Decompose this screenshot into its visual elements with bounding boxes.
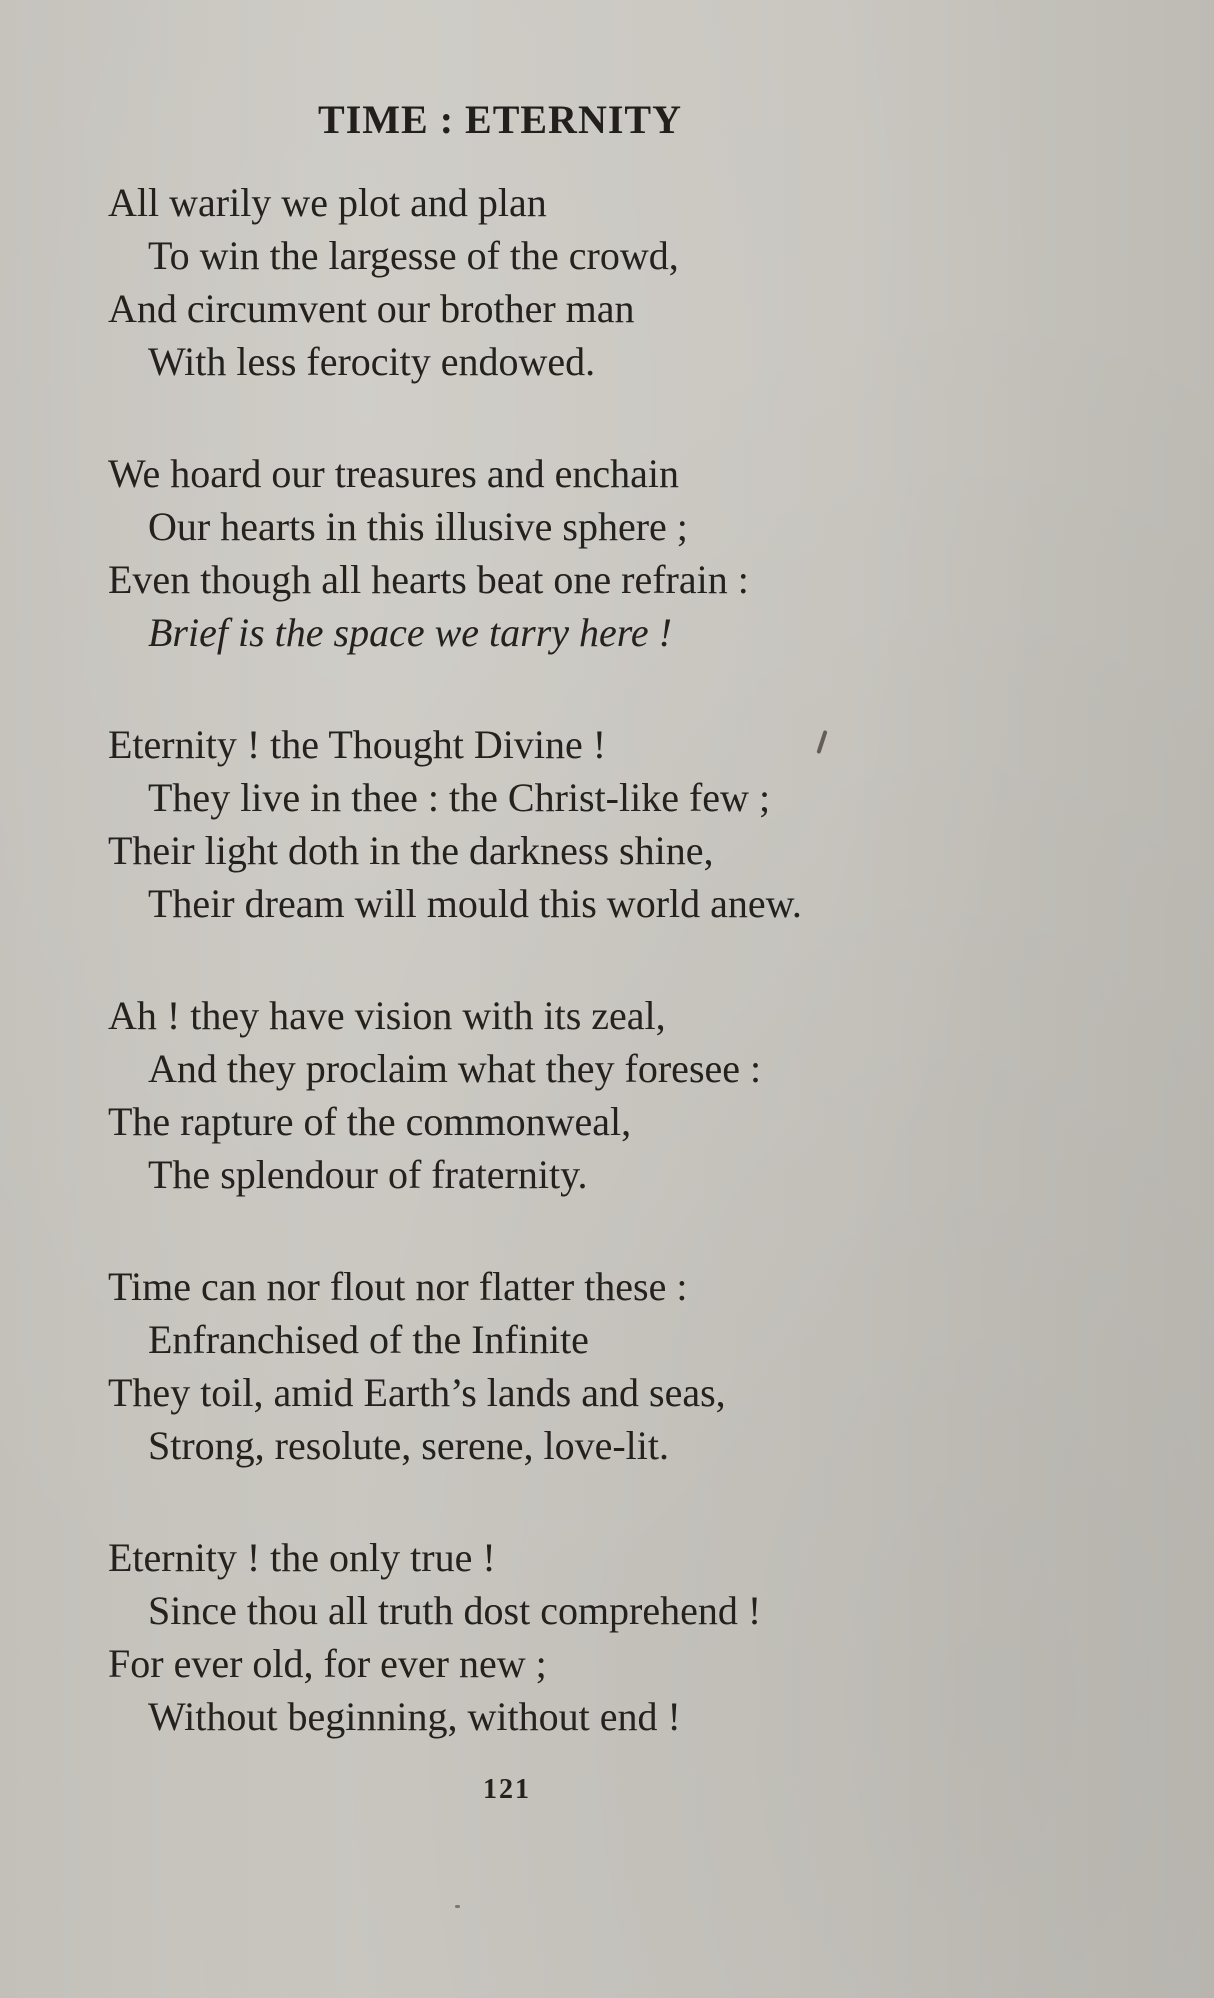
poem-line: We hoard our treasures and enchain (108, 451, 679, 496)
poem-line: Without beginning, without end ! (148, 1694, 681, 1739)
poem-line: Enfranchised of the Infinite (148, 1317, 589, 1362)
poem-line: The splendour of fraternity. (148, 1152, 588, 1197)
poem-line: And circumvent our brother man (108, 286, 635, 331)
poem-line: Eternity ! the only true ! (108, 1535, 496, 1580)
stanza-6 (108, 1531, 1108, 1743)
poem-line: Their light doth in the darkness shine, (108, 828, 714, 873)
poem-line: And they proclaim what they foresee : (148, 1046, 762, 1091)
stanza-4 (108, 989, 1108, 1201)
poem-line: With less ferocity endowed. (148, 339, 596, 384)
paper-speck (455, 1905, 460, 1908)
poem-line: Since thou all truth dost comprehend ! (148, 1588, 762, 1633)
poem-line: Our hearts in this illusive sphere ; (148, 504, 688, 549)
page-number: 121 (483, 1774, 531, 1805)
poem-line-italic: Brief is the space we tarry here ! (148, 610, 672, 655)
poem-line: Even though all hearts beat one refrain : (108, 557, 749, 602)
poem-line: Time can nor flout nor flatter these : (108, 1264, 688, 1309)
poem-body (108, 176, 1108, 1802)
poem-line: Eternity ! the Thought Divine ! (108, 722, 607, 767)
poem-line: They live in thee : the Christ-like few ; (148, 775, 771, 820)
poem-line: Their dream will mould this world anew. (148, 881, 802, 926)
stanza-2 (108, 447, 1108, 659)
poem-line: The rapture of the commonweal, (108, 1099, 632, 1144)
stanza-3 (108, 718, 1108, 930)
poem-line: They toil, amid Earth’s lands and seas, (108, 1370, 726, 1415)
poem-title: TIME : ETERNITY (318, 97, 682, 142)
poem-line: Strong, resolute, serene, love-lit. (148, 1423, 669, 1468)
poem-line: To win the largesse of the crowd, (148, 233, 679, 278)
poem-line: For ever old, for ever new ; (108, 1641, 547, 1686)
stanza-5 (108, 1260, 1108, 1472)
poem-line: All warily we plot and plan (108, 180, 547, 225)
poem-line: Ah ! they have vision with its zeal, (108, 993, 666, 1038)
stanza-1 (108, 176, 1108, 388)
